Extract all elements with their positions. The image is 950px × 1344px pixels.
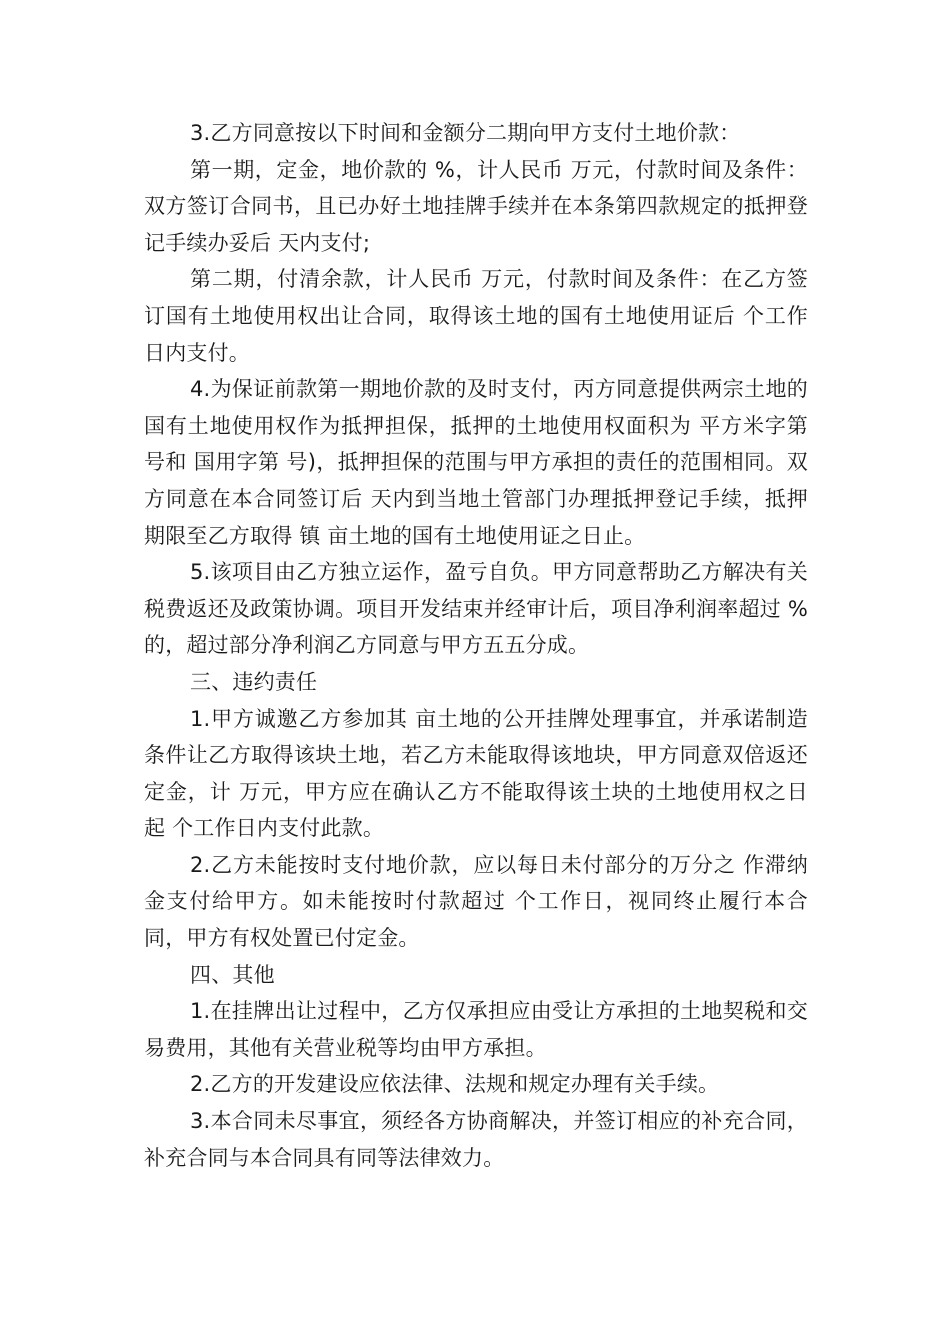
payment-schedule-clause: 3.乙方同意按以下时间和金额分二期向甲方支付土地价款：	[190, 121, 741, 145]
document-body	[144, 115, 808, 1176]
section-heading-other: 四、其他	[190, 962, 275, 987]
breach-clause-party-b: 2.乙方未能按时支付地价款，应以每日未付部分的万分之 作滞纳金支付给甲方。如未能按时付款超过 个工作日，视同终止履行本合同，甲方有权处置已付定金。	[144, 852, 808, 951]
other-clause-supplementary: 3.本合同未尽事宜，须经各方协商解决，并签订相应的补充合同，补充合同与本合同具有同等法律效力。	[144, 1109, 808, 1170]
other-clause-procedures: 2.乙方的开发建设应依法律、法规和规定办理有关手续。	[190, 1072, 720, 1097]
second-installment-paragraph: 第二期，付清余款，计人民币 万元，付款时间及条件：在乙方签订国有土地使用权出让合同，取得该土地的国有土地使用证后 个工作日内支付。	[144, 267, 808, 365]
first-installment-paragraph: 第一期，定金，地价款的 %，计人民币 万元，付款时间及条件：双方签订合同书，且已办好土地挂牌手续并在本条第四款规定的抵押登记手续办妥后 天内支付;	[144, 157, 808, 255]
section-heading-breach-liability: 三、违约责任	[190, 669, 318, 694]
other-clause-taxes: 1.在挂牌出让过程中，乙方仅承担应由受让方承担的土地契税和交易费用，其他有关营业税等均由甲方承担。	[144, 999, 808, 1060]
project-operation-clause: 5.该项目由乙方独立运作，盈亏自负。甲方同意帮助乙方解决有关税费返还及政策协调。项目开发结束并经审计后，项目净利润率超过 %的，超过部分净利润乙方同意与甲方五五分成。	[144, 560, 808, 658]
breach-clause-party-a: 1.甲方诚邀乙方参加其 亩土地的公开挂牌处理事宜，并承诺制造条件让乙方取得该块土地，若乙方未能取得该地块，甲方同意双倍返还定金，计 万元，甲方应在确认乙方不能取得该土块的土地使用权之日起 个工作日内支付此款。	[144, 706, 808, 841]
mortgage-guarantee-clause: 4.为保证前款第一期地价款的及时支付，丙方同意提供两宗土地的国有土地使用权作为抵押担保，抵押的土地使用权面积为 平方米字第 号和 国用字第 号)，抵押担保的范围与甲方承担的责任的范围相同。双方同意在本合同签订后 天内到当地土管部门办理抵押登记手续，抵押期限至乙方取得 镇 亩土地的国有土地使用证之日止。	[144, 377, 808, 548]
